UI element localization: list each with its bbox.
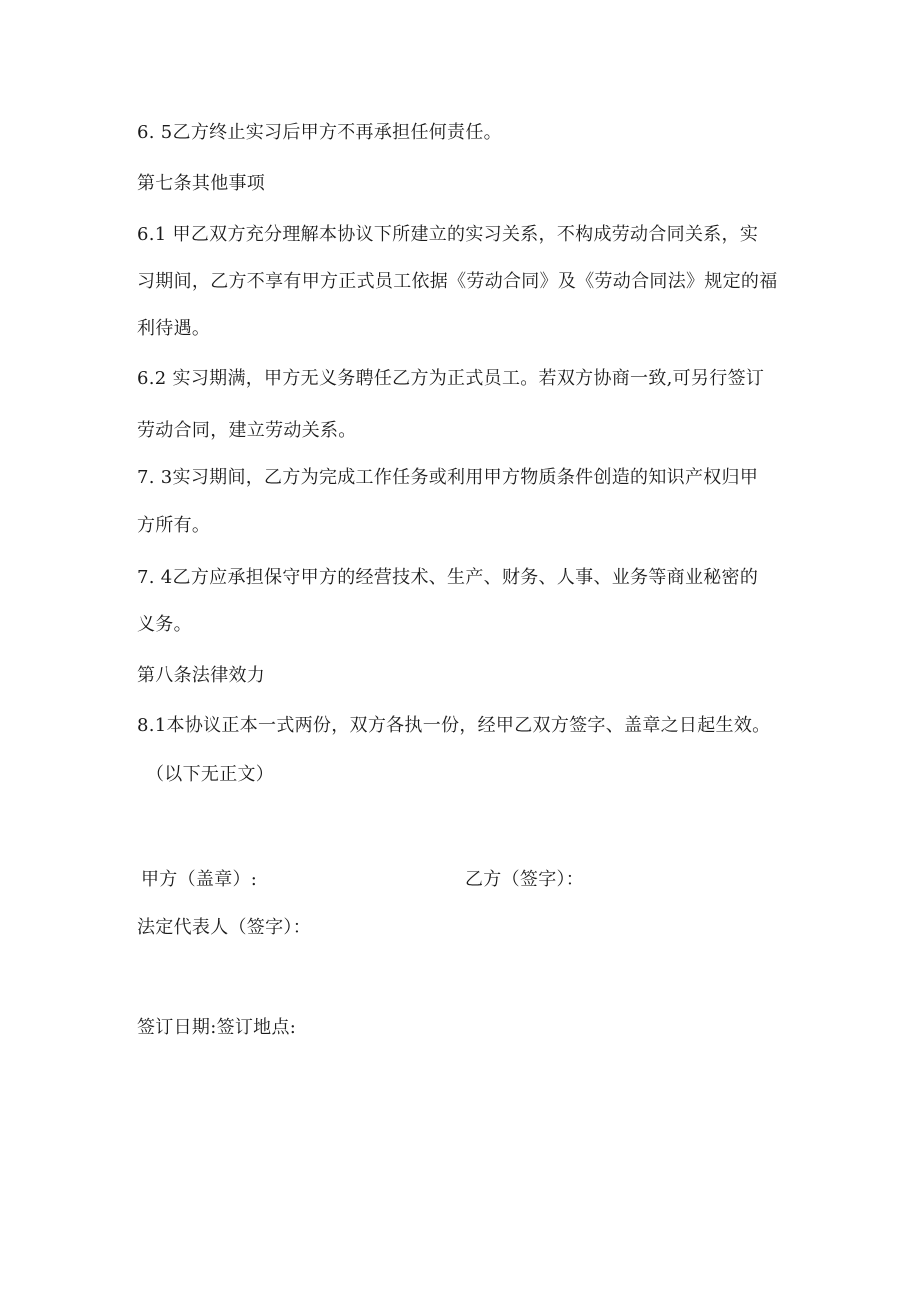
clause-7-4-line-1: 7. 4乙方应承担保守甲方的经营技术、生产、财务、人事、业务等商业秘密的	[137, 567, 759, 588]
end-note: （以下无正文）	[146, 764, 275, 785]
clause-8-1: 8.1本协议正本一式两份，双方各执一份，经甲乙双方签字、盖章之日起生效。	[137, 715, 771, 736]
clause-6-1-line-3: 利待遇。	[137, 318, 211, 339]
sign-date-place-label: 签订日期:签订地点:	[137, 1017, 297, 1038]
clause-7-3-line-2: 方所有。	[137, 515, 211, 536]
clause-6-2-line-1: 6.2 实习期满，甲方无义务聘任乙方为正式员工。若双方协商一致,可另行签订	[137, 368, 765, 389]
party-b-sign-label: 乙方（签字）：	[465, 869, 585, 890]
clause-6-1-line-1: 6.1 甲乙双方充分理解本协议下所建立的实习关系，不构成劳动合同关系，实	[137, 224, 759, 245]
clause-6-5: 6. 5乙方终止实习后甲方不再承担任何责任。	[137, 122, 502, 143]
legal-rep-sign-label: 法定代表人（签字）：	[137, 917, 311, 938]
party-a-seal-label: 甲方（盖章）:	[141, 869, 258, 890]
article-8-title: 第八条法律效力	[137, 665, 266, 686]
clause-6-2-line-2: 劳动合同，建立劳动关系。	[137, 420, 357, 441]
article-7-title: 第七条其他事项	[137, 173, 266, 194]
clause-6-1-line-2: 习期间，乙方不享有甲方正式员工依据《劳动合同》及《劳动合同法》规定的福	[137, 271, 778, 292]
clause-7-3-line-1: 7. 3实习期间，乙方为完成工作任务或利用甲方物质条件创造的知识产权归甲	[137, 467, 759, 488]
clause-7-4-line-2: 义务。	[137, 614, 192, 635]
